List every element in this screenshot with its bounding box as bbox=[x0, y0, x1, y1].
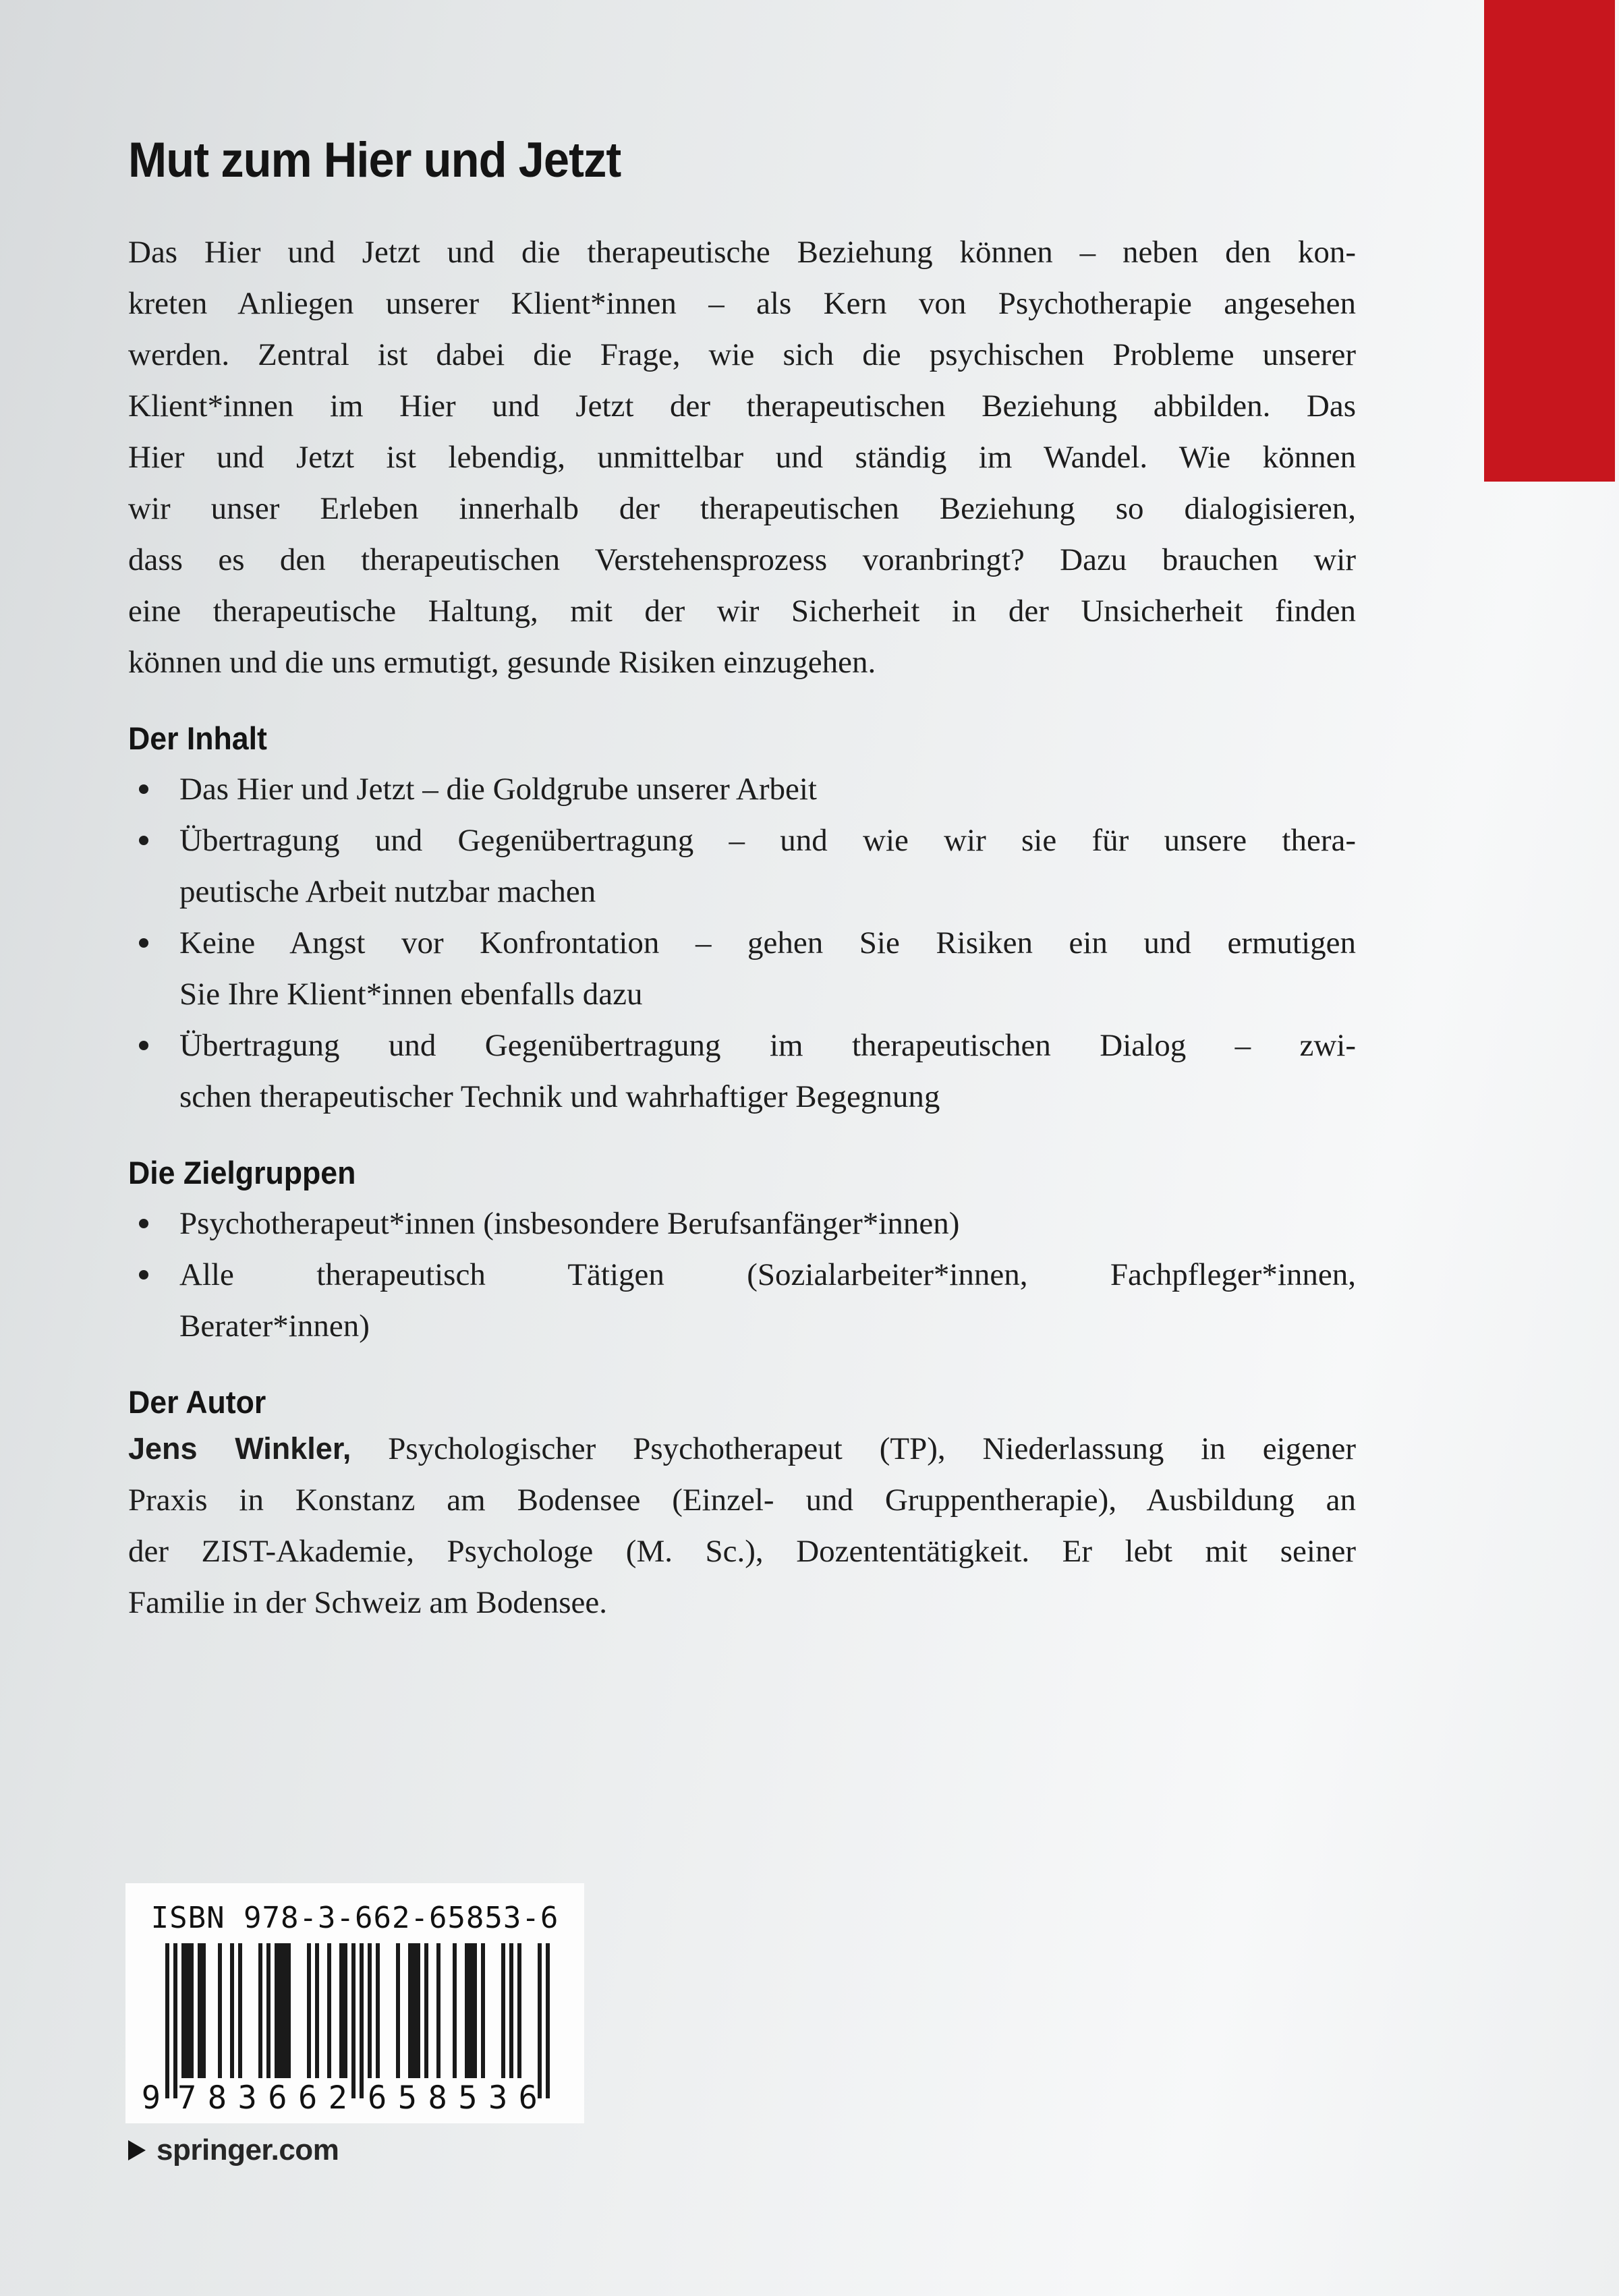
author-first-line-rest: Psychologischer Psychotherapeut (TP), Niederlassung in eigener bbox=[351, 1431, 1356, 1466]
text-line: Praxis in Konstanz am Bodensee (Einzel- und Gruppentherapie), Ausbildung an bbox=[128, 1483, 1356, 1518]
barcode-digit: 6 bbox=[268, 2079, 287, 2117]
barcode-digit: 9 bbox=[141, 2079, 161, 2117]
author-first-line bbox=[128, 1423, 1356, 1474]
barcode-digit: 8 bbox=[207, 2079, 227, 2117]
barcode-digit: 2 bbox=[328, 2079, 347, 2117]
barcode-digit: 8 bbox=[428, 2079, 447, 2117]
bullet-item bbox=[128, 815, 1356, 917]
text-line: Keine Angst vor Konfrontation – gehen Sie Risiken ein und ermutigen bbox=[179, 925, 1356, 960]
text-line: Sie Ihre Klient*innen ebenfalls dazu bbox=[179, 977, 643, 1012]
bullet-dot-icon bbox=[139, 938, 148, 948]
text-line: peutische Arbeit nutzbar machen bbox=[179, 874, 596, 909]
text-line: kreten Anliegen unserer Klient*innen – als Kern von Psychotherapie angesehen bbox=[128, 286, 1356, 321]
text-line: können und die uns ermutigt, gesunde Risiken einzugehen. bbox=[128, 645, 876, 680]
publisher-footer bbox=[128, 2133, 339, 2167]
text-line: Berater*innen) bbox=[179, 1309, 370, 1344]
bullet-dot-icon bbox=[139, 1219, 148, 1228]
text-line: eine therapeutische Haltung, mit der wir Sicherheit in der Unsicherheit finden bbox=[128, 594, 1356, 629]
book-title: Mut zum Hier und Jetzt bbox=[128, 133, 621, 188]
text-line: werden. Zentral ist dabei die Frage, wie sich die psychischen Probleme unserer bbox=[128, 337, 1356, 372]
bullet-item bbox=[128, 917, 1356, 1020]
text-line: Alle therapeutisch Tätigen (Sozialarbeiter*innen, Fachpfleger*innen, bbox=[179, 1257, 1356, 1292]
bullet-item bbox=[128, 1020, 1356, 1122]
text-line: Klient*innen im Hier und Jetzt der therapeutischen Beziehung abbilden. Das bbox=[128, 389, 1356, 424]
barcode-digit-group bbox=[368, 2079, 538, 2119]
ean13-barcode bbox=[165, 1943, 550, 2098]
bullet-item bbox=[128, 1198, 1356, 1249]
section-heading-inhalt: Der Inhalt bbox=[128, 720, 267, 756]
barcode-digit: 6 bbox=[368, 2079, 387, 2117]
bullet-dot-icon bbox=[139, 1041, 148, 1050]
springer-site-text: springer.com bbox=[157, 2133, 339, 2166]
text-line: schen therapeutischer Technik und wahrhaftiger Begegnung bbox=[179, 1079, 940, 1114]
section-inhalt bbox=[128, 718, 1356, 1122]
text-line: Hier und Jetzt ist lebendig, unmittelbar und ständig im Wandel. Wie können bbox=[128, 440, 1356, 475]
barcode-digit-group bbox=[131, 2079, 161, 2119]
barcode-digit-group bbox=[177, 2079, 347, 2119]
text-line: der ZIST-Akademie, Psychologe (M. Sc.), Dozententätigkeit. Er lebt mit seiner bbox=[128, 1534, 1356, 1569]
bullet-list-inhalt bbox=[128, 764, 1356, 1122]
cover-content bbox=[128, 0, 1356, 1628]
barcode-digit: 7 bbox=[177, 2079, 197, 2117]
bullet-item bbox=[128, 1249, 1356, 1352]
bullet-dot-icon bbox=[139, 784, 148, 794]
barcode-area bbox=[125, 1943, 584, 2120]
text-line: wir unser Erleben innerhalb der therapeutischen Beziehung so dialogisieren, bbox=[128, 491, 1356, 526]
author-name: Jens Winkler, bbox=[128, 1431, 351, 1466]
barcode-digit: 6 bbox=[297, 2079, 318, 2117]
text-line: Übertragung und Gegenübertragung – und wie wir sie für unsere thera- bbox=[179, 823, 1356, 858]
bullet-item bbox=[128, 764, 1356, 815]
text-line: Familie in der Schweiz am Bodensee. bbox=[128, 1585, 608, 1620]
barcode-digit: 6 bbox=[518, 2079, 538, 2117]
barcode-digit: 5 bbox=[397, 2079, 418, 2117]
corner-red-banner bbox=[1484, 0, 1615, 482]
author-paragraph bbox=[128, 1423, 1356, 1628]
text-line: Das Hier und Jetzt – die Goldgrube unserer Arbeit bbox=[179, 772, 817, 807]
text-line: Übertragung und Gegenübertragung im therapeutischen Dialog – zwi- bbox=[179, 1028, 1356, 1063]
text-line: Das Hier und Jetzt und die therapeutische Beziehung können – neben den kon- bbox=[128, 235, 1356, 270]
barcode-digit: 3 bbox=[237, 2079, 257, 2117]
isbn-barcode-box bbox=[125, 1883, 584, 2123]
intro-paragraph bbox=[128, 227, 1356, 688]
bullet-list-zielgruppen bbox=[128, 1198, 1356, 1352]
bullet-dot-icon bbox=[139, 836, 148, 845]
isbn-label: ISBN 978-3-662-65853-6 bbox=[150, 1901, 559, 1935]
section-heading-autor: Der Autor bbox=[128, 1384, 266, 1420]
section-heading-zielgruppen: Die Zielgruppen bbox=[128, 1155, 356, 1190]
bullet-dot-icon bbox=[139, 1270, 148, 1280]
barcode-digit: 5 bbox=[458, 2079, 478, 2117]
section-zielgruppen bbox=[128, 1152, 1356, 1352]
text-line: Psychotherapeut*innen (insbesondere Berufsanfänger*innen) bbox=[179, 1206, 960, 1241]
play-triangle-icon bbox=[128, 2140, 146, 2160]
text-line: dass es den therapeutischen Verstehensprozess voranbringt? Dazu brauchen wir bbox=[128, 542, 1356, 577]
section-autor bbox=[128, 1381, 1356, 1628]
barcode-digit: 3 bbox=[488, 2079, 508, 2117]
